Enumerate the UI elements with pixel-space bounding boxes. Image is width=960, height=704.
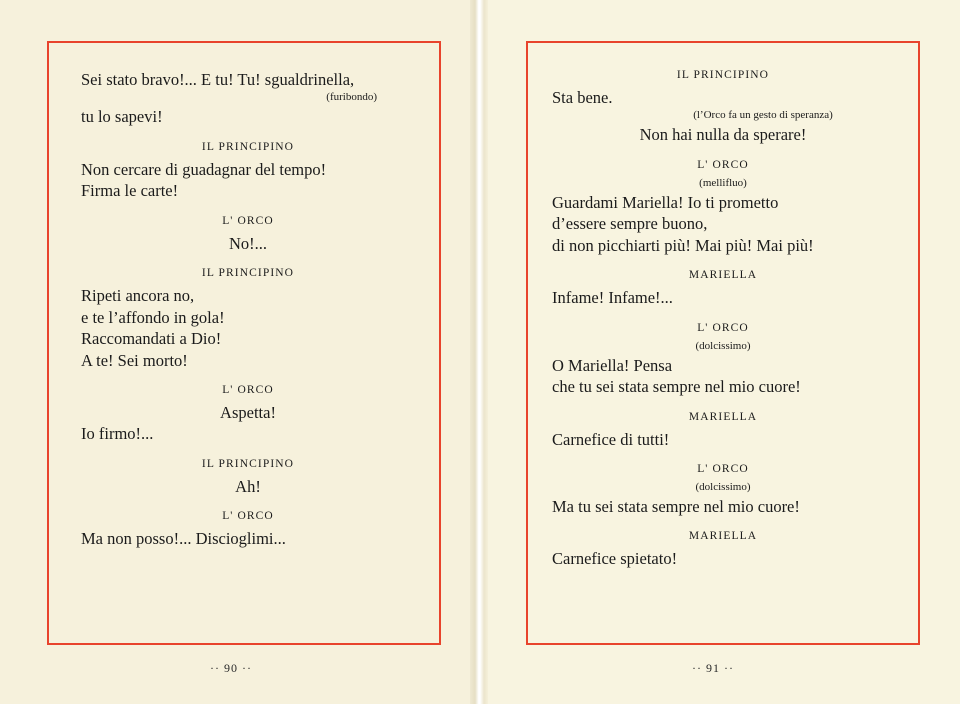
dialogue-line: Carnefice di tutti! bbox=[552, 429, 670, 449]
dialogue-line: d’essere sempre buono, bbox=[552, 214, 708, 234]
dialogue-line: Firma le carte! bbox=[81, 181, 179, 201]
dialogue-line: O Mariella! Pensa bbox=[552, 355, 673, 375]
dialogue-line: A te! Sei morto! bbox=[81, 350, 188, 370]
speaker-heading: IL PRINCIPINO bbox=[201, 457, 295, 470]
dialogue-line: Guardami Mariella! Io ti prometto bbox=[552, 192, 779, 212]
speaker-heading: L' ORCO bbox=[222, 383, 274, 396]
dialogue-line: No!... bbox=[228, 233, 268, 253]
dialogue-line: Ah! bbox=[235, 476, 261, 496]
dialogue-line: e te l’affondo in gola! bbox=[81, 307, 225, 327]
dialogue-line: Ma tu sei stata sempre nel mio cuore! bbox=[552, 496, 800, 516]
left-page-border bbox=[47, 41, 441, 645]
left-page bbox=[0, 0, 478, 704]
dialogue-line: Non hai nulla da sperare! bbox=[639, 125, 807, 145]
stage-direction: (dolcissimo) bbox=[695, 480, 751, 493]
dialogue-line: Infame! Infame!... bbox=[552, 288, 673, 308]
dialogue-line: Carnefice spietato! bbox=[552, 549, 678, 569]
speaker-heading: L' ORCO bbox=[697, 158, 749, 171]
right-page-border bbox=[526, 41, 920, 645]
speaker-heading: IL PRINCIPINO bbox=[201, 140, 295, 153]
left-page-folio: ·· 90 ·· bbox=[210, 661, 252, 675]
right-page bbox=[482, 0, 960, 704]
speaker-heading: L' ORCO bbox=[222, 214, 274, 227]
right-page-folio: ·· 91 ·· bbox=[692, 661, 734, 675]
speaker-heading: MARIELLA bbox=[688, 410, 758, 423]
stage-direction: (furibondo) bbox=[326, 91, 377, 104]
dialogue-line: di non picchiarti più! Mai più! Mai più! bbox=[552, 235, 814, 255]
dialogue-line: Aspetta! bbox=[220, 402, 276, 422]
dialogue-line: Non cercare di guadagnar del tempo! bbox=[81, 159, 327, 179]
stage-direction: (dolcissimo) bbox=[695, 339, 751, 352]
speaker-heading: IL PRINCIPINO bbox=[676, 69, 770, 81]
dialogue-line: Ripeti ancora no, bbox=[81, 286, 195, 306]
dialogue-line: tu lo sapevi! bbox=[81, 107, 163, 127]
dialogue-line: Ma non posso!... Discioglimi... bbox=[81, 529, 286, 549]
speaker-heading: MARIELLA bbox=[688, 269, 758, 282]
stage-direction: (mellifluo) bbox=[699, 176, 747, 189]
dialogue-line: che tu sei stata sempre nel mio cuore! bbox=[552, 377, 801, 397]
right-page-text bbox=[528, 43, 918, 643]
speaker-heading: L' ORCO bbox=[697, 462, 749, 475]
dialogue-line: Sei stato bravo!... E tu! Tu! sgualdrinella, bbox=[81, 70, 355, 89]
dialogue-line: Io firmo!... bbox=[81, 424, 154, 444]
left-page-text bbox=[49, 43, 439, 643]
dialogue-line: Raccomandati a Dio! bbox=[81, 329, 222, 349]
speaker-heading: IL PRINCIPINO bbox=[201, 267, 295, 280]
dialogue-line: Sta bene. bbox=[552, 88, 613, 107]
stage-direction: (l’Orco fa un gesto di speranza) bbox=[693, 109, 833, 122]
speaker-heading: L' ORCO bbox=[222, 510, 274, 523]
speaker-heading: MARIELLA bbox=[688, 530, 758, 543]
speaker-heading: L' ORCO bbox=[697, 321, 749, 334]
